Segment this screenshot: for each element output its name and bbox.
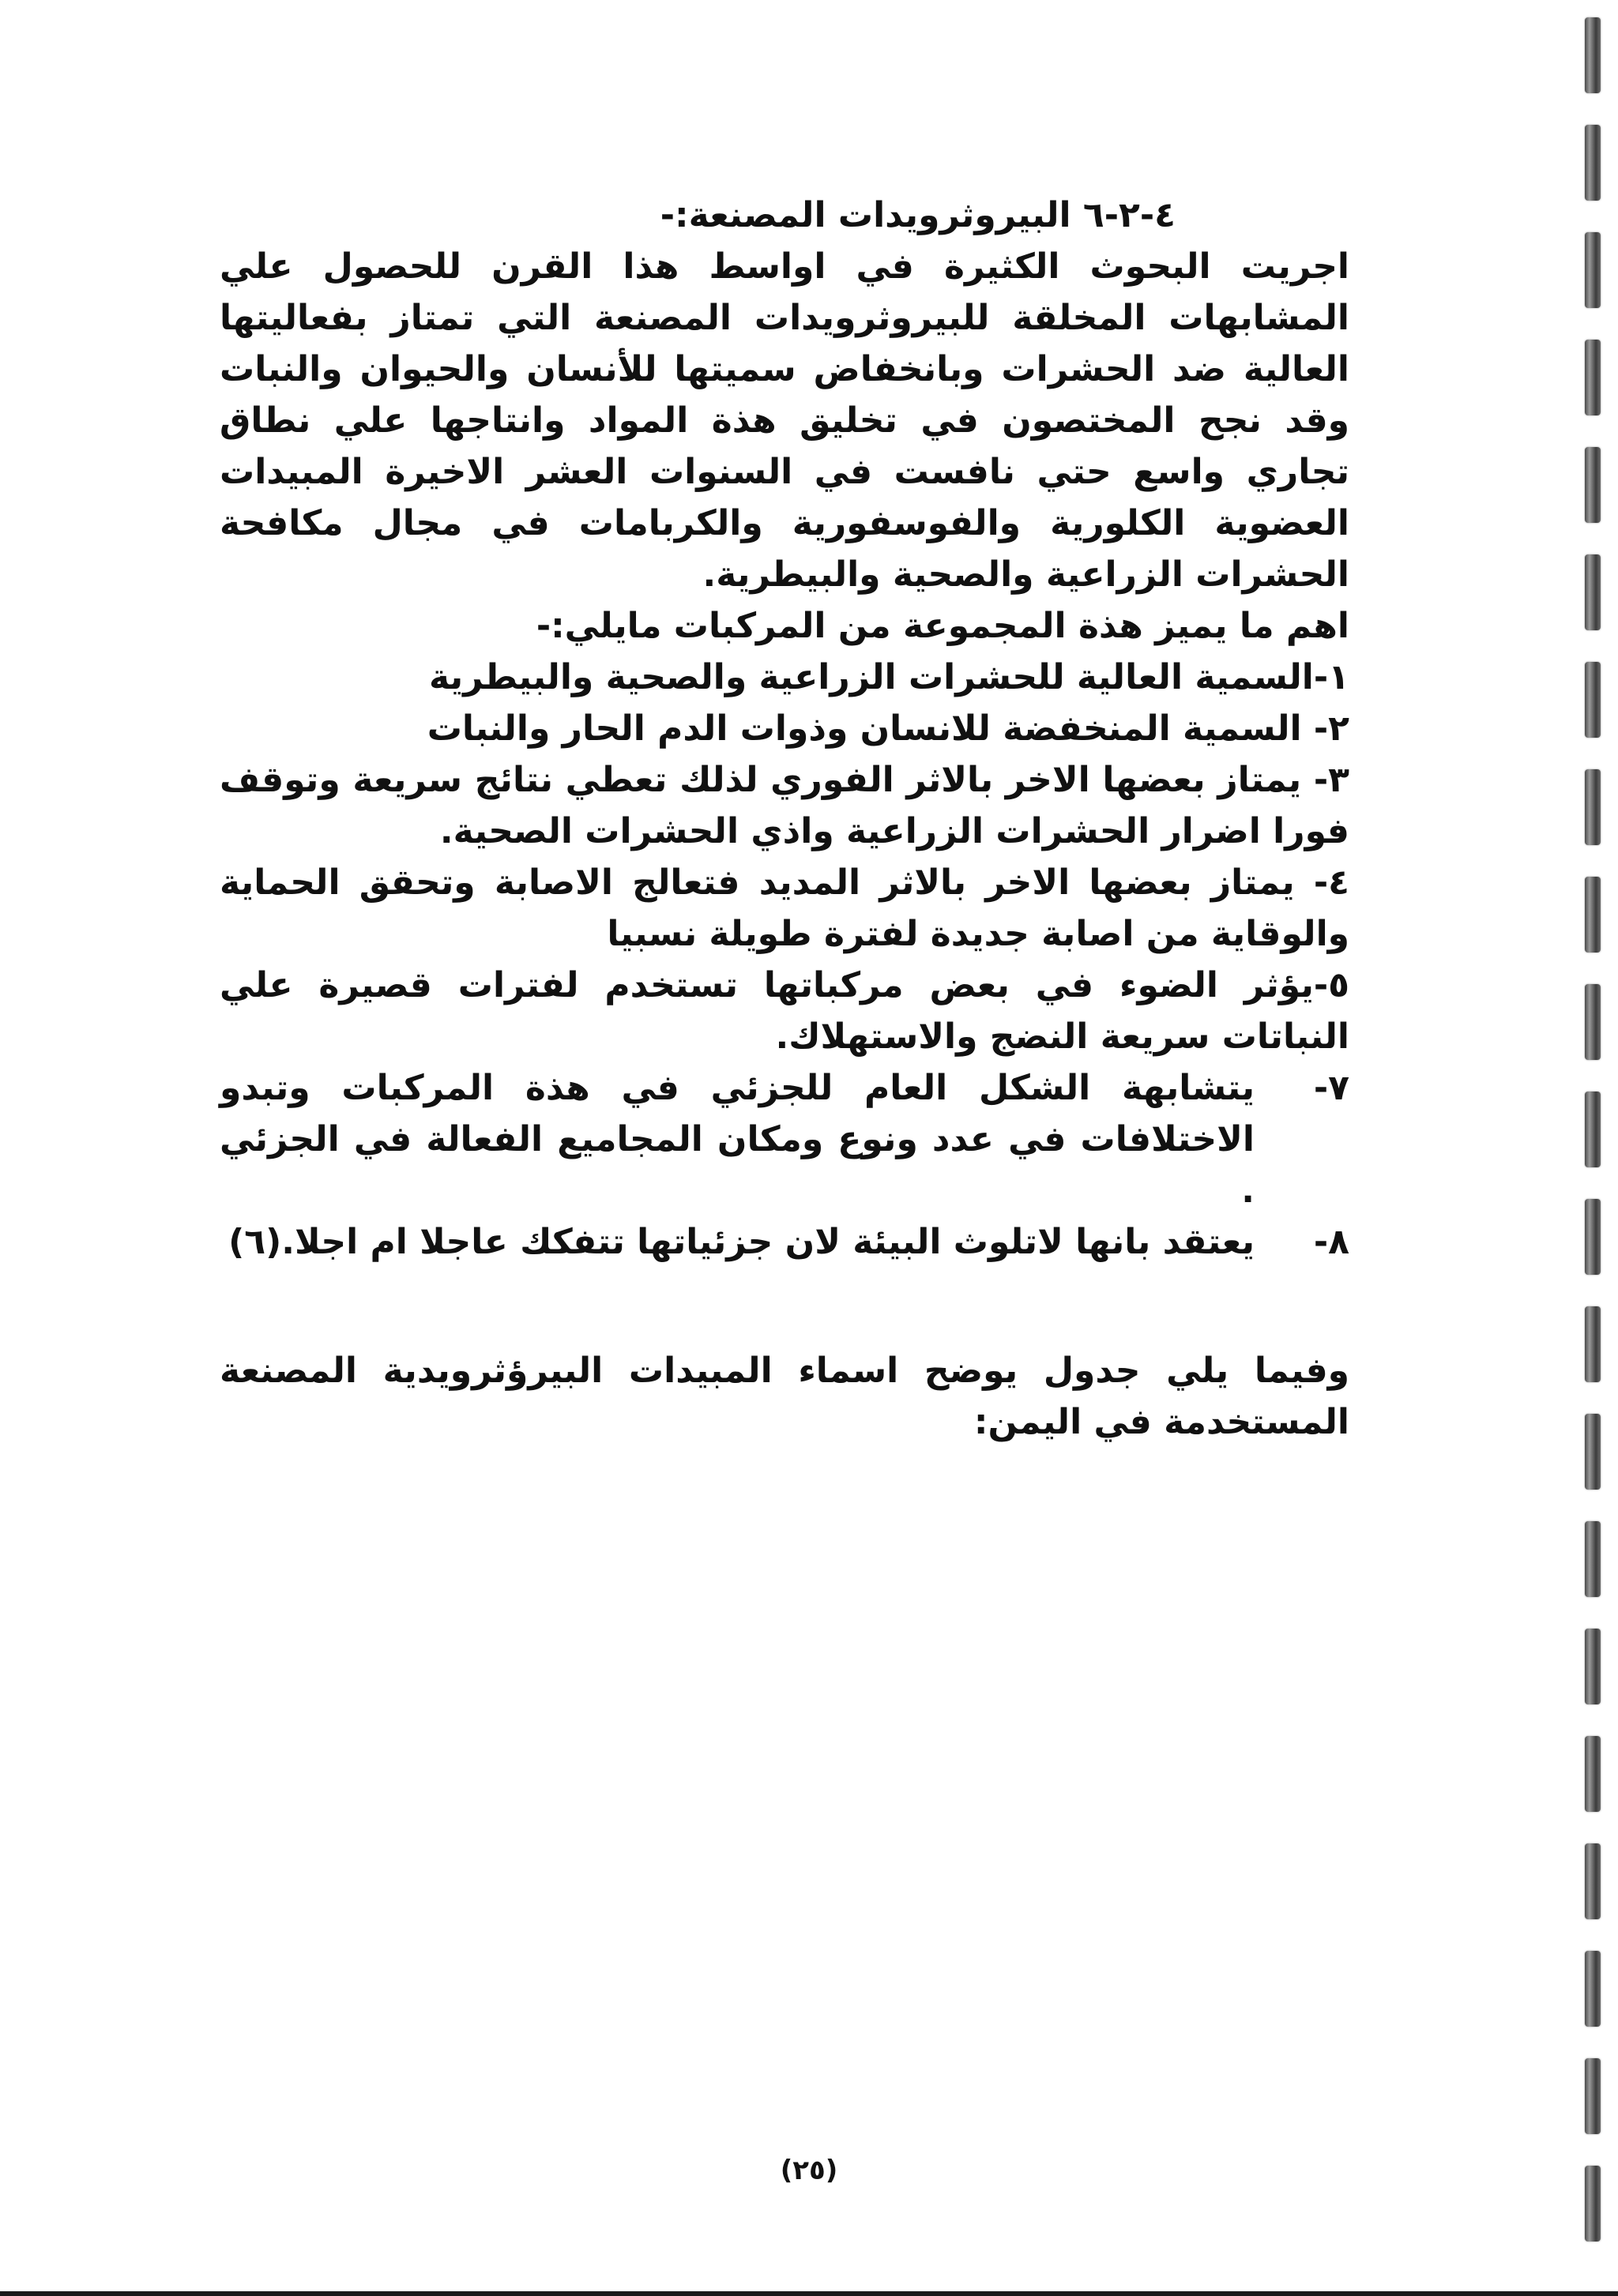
binding-ring bbox=[1585, 232, 1601, 308]
binding-ring bbox=[1585, 1306, 1601, 1382]
binding-ring bbox=[1585, 2058, 1601, 2134]
binding-ring bbox=[1585, 554, 1601, 630]
binding-ring bbox=[1585, 447, 1601, 523]
feature-item-7 bbox=[220, 1062, 1349, 1216]
document-body bbox=[220, 190, 1349, 1448]
feature-item-7-number: ٧- bbox=[1313, 1068, 1349, 1108]
binding-ring bbox=[1585, 877, 1601, 953]
binding-ring bbox=[1585, 1414, 1601, 1490]
features-lead: اهم ما يميز هذة المجموعة من المركبات مايلي:- bbox=[536, 606, 1349, 646]
binding-ring bbox=[1585, 662, 1601, 738]
page-bottom-edge bbox=[0, 2291, 1618, 2296]
page-number: (٢٥) bbox=[780, 2155, 838, 2186]
feature-item-2: ٢- السمية المنخفضة للانسان وذوات الدم الحار والنبات bbox=[427, 708, 1349, 749]
feature-item-8-text: يعتقد بانها لاتلوث البيئة لان جزئياتها تتفكك عاجلا ام اجلا.(٦) bbox=[228, 1222, 1255, 1262]
section-heading: ٤-٢-٦ البيروثرويدات المصنعة:- bbox=[660, 195, 1176, 235]
binding-ring bbox=[1585, 125, 1601, 201]
feature-item-8 bbox=[220, 1216, 1349, 1268]
binding-ring bbox=[1585, 1736, 1601, 1812]
binding-ring bbox=[1585, 769, 1601, 845]
feature-item-3: ٣- يمتاز بعضها الاخر بالاثر الفوري لذلك تعطي نتائج سريعة وتوقف فورا اضرار الحشرات الزراعية واذي الحشرات الصحية. bbox=[220, 760, 1349, 851]
binding-ring bbox=[1585, 1521, 1601, 1597]
binding-ring bbox=[1585, 984, 1601, 1060]
binding-ring bbox=[1585, 340, 1601, 415]
binding-ring bbox=[1585, 1199, 1601, 1275]
binding-ring bbox=[1585, 1843, 1601, 1919]
feature-item-8-number: ٨- bbox=[1313, 1222, 1349, 1262]
spacer bbox=[220, 1268, 1349, 1345]
binding-ring bbox=[1585, 17, 1601, 93]
spiral-binding bbox=[1555, 0, 1618, 2296]
feature-item-1: ١-السمية العالية للحشرات الزراعية والصحية والبيطرية bbox=[428, 657, 1349, 697]
binding-ring bbox=[1585, 1951, 1601, 2027]
feature-item-7-text: يتشابهة الشكل العام للجزئي في هذة المركبات وتبدو الاختلافات في عدد ونوع ومكان المجاميع الفعالة في الجزئي . bbox=[220, 1068, 1255, 1211]
feature-item-4: ٤- يمتاز بعضها الاخر بالاثر المديد فتعالج الاصابة وتحقق الحماية والوقاية من اصابة جديدة لفترة طويلة نسبيا bbox=[220, 862, 1349, 954]
intro-paragraph: اجريت البحوث الكثيرة في اواسط هذا القرن للحصول علي المشابهات المخلقة للبيروثرويدات المصنعة التي تمتاز بفعاليتها العالية ضد الحشرات وبانخفاض سميتها للأنسان والحيوان والنبات وقد نجح المختصون في تخليق هذة المواد وانتاجها علي نطاق تجاري واسع حتي نافست في السنوات العشر الاخيرة المبيدات العضوية الكلورية والفوسفورية والكربامات في مجال مكافحة الحشرات الزراعية والصحية والبيطرية. bbox=[220, 246, 1349, 595]
feature-item-5: ٥-يؤثر الضوء في بعض مركباتها تستخدم لفترات قصيرة علي النباتات سريعة النضج والاستهلاك. bbox=[220, 965, 1349, 1057]
binding-ring bbox=[1585, 1092, 1601, 1167]
table-intro-paragraph: وفيما يلي جدول يوضح اسماء المبيدات البيرؤثرويدية المصنعة المستخدمة في اليمن: bbox=[220, 1351, 1349, 1442]
binding-ring bbox=[1585, 1629, 1601, 1704]
